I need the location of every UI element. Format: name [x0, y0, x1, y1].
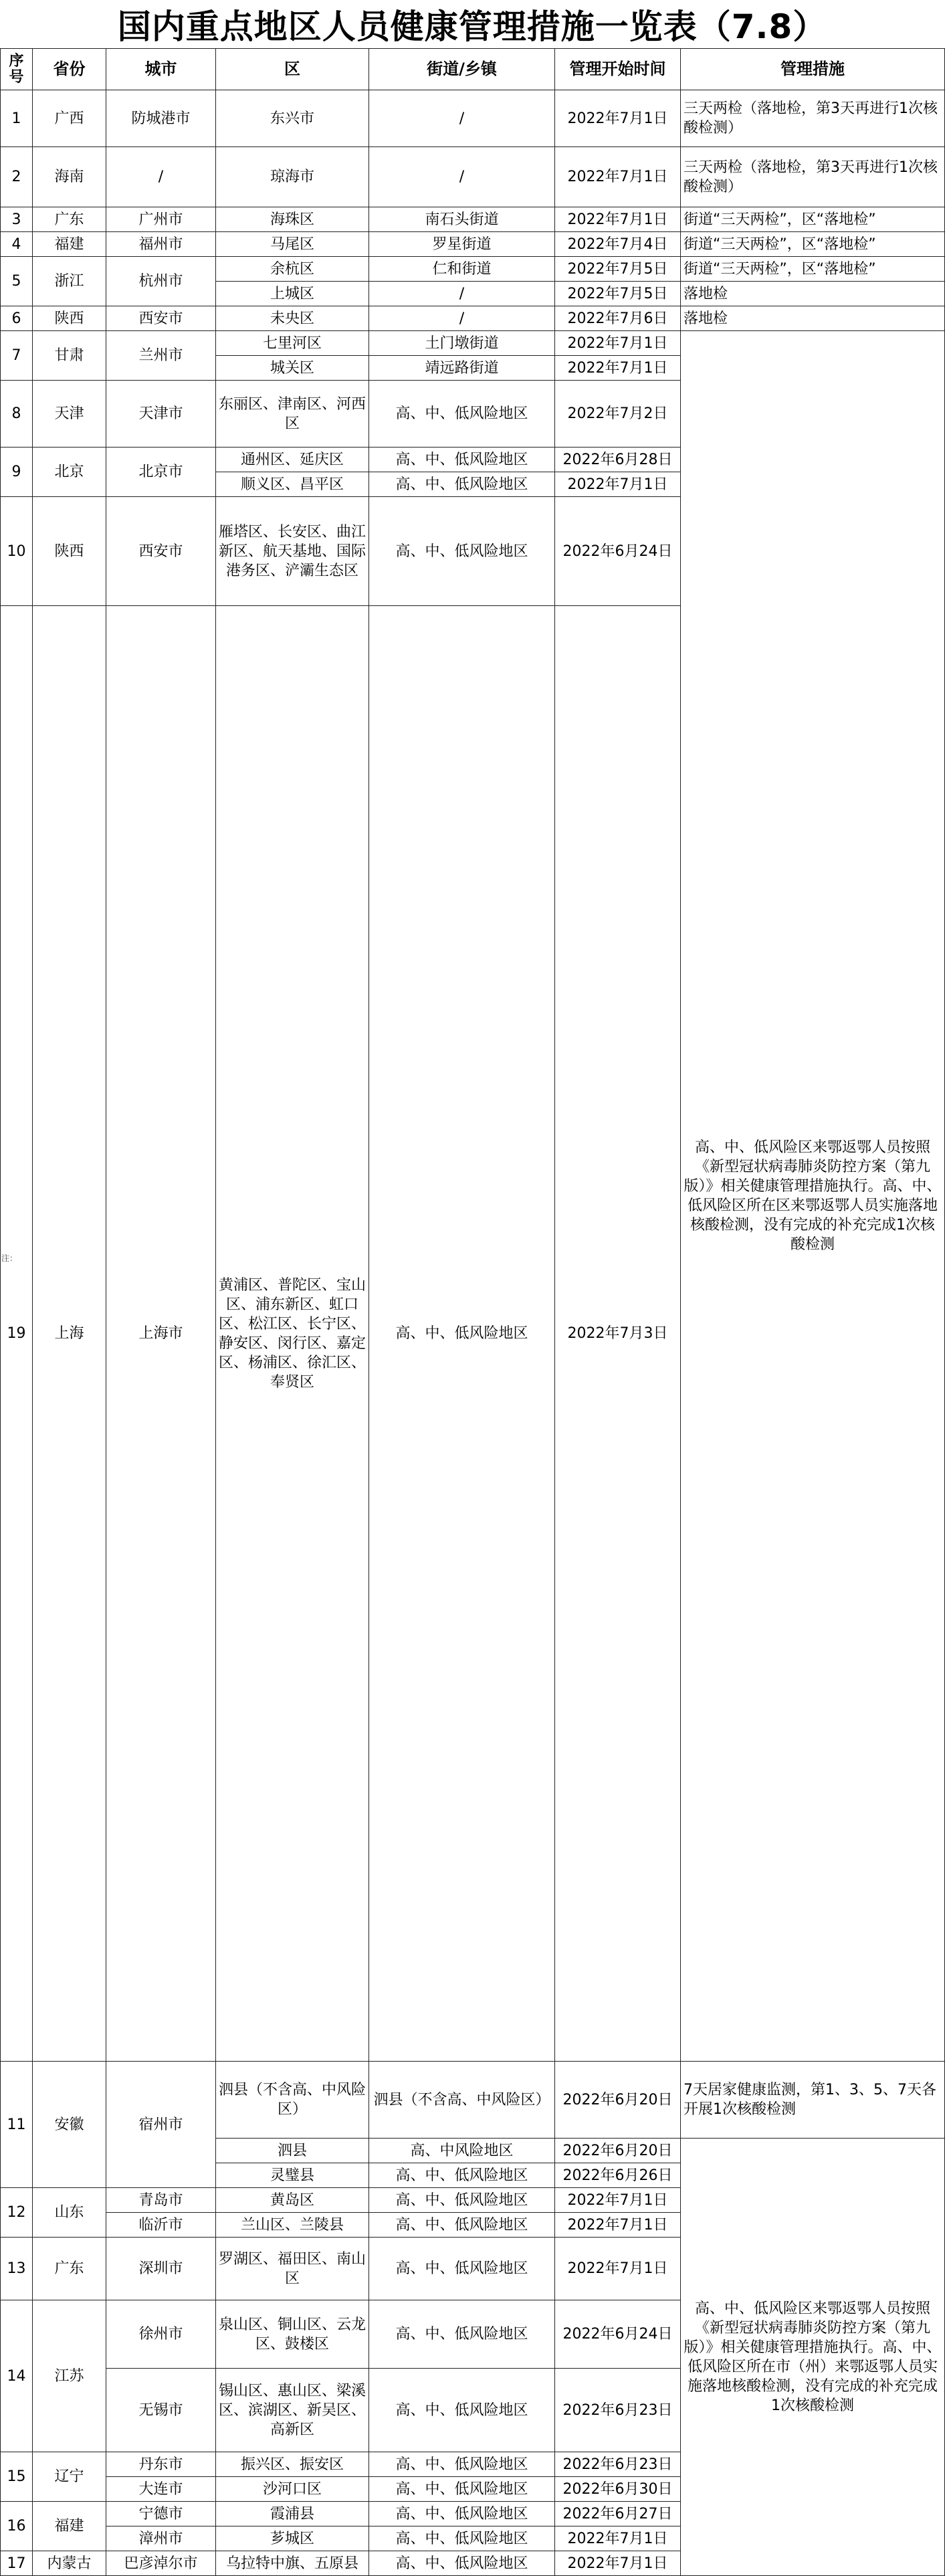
table-cell: 罗湖区、福田区、南山区 — [216, 2238, 369, 2300]
table-cell: 高、中、低风险地区 — [369, 448, 555, 472]
table-cell: 宿州市 — [106, 2062, 216, 2188]
table-cell: 江苏 — [33, 2300, 106, 2452]
table-cell: 黄浦区、普陀区、宝山区、浦东新区、虹口区、松江区、长宁区、静安区、闵行区、嘉定区、杨浦区、徐汇区、奉贤区 — [216, 606, 369, 2062]
table-cell: 灵璧县 — [216, 2163, 369, 2188]
table-cell: 街道“三天两检”，区“落地检” — [681, 232, 945, 257]
table-cell: 高、中、低风险区来鄂返鄂人员按照《新型冠状病毒肺炎防控方案（第九版）》相关健康管理措施执行。高、中、低风险区所在市（州）来鄂返鄂人员实施落地核酸检测，没有完成的补充完成1次核酸检测 — [681, 2139, 945, 2576]
table-cell: 高、中风险地区 — [369, 2139, 555, 2163]
table-cell: 天津 — [33, 381, 106, 448]
table-cell: 高、中、低风险地区 — [369, 2188, 555, 2213]
table-row — [1, 257, 945, 282]
table-cell: 高、中、低风险地区 — [369, 606, 555, 2062]
table-row — [1, 2062, 945, 2139]
table-cell: 2022年7月6日 — [555, 306, 681, 331]
table-cell: 罗星街道 — [369, 232, 555, 257]
table-cell: 上海 — [33, 606, 106, 2062]
header-city: 城市 — [106, 49, 216, 90]
footnote: 注： — [1, 1254, 18, 1263]
table-cell: 七里河区 — [216, 331, 369, 356]
table-cell: 泉山区、铜山区、云龙区、鼓楼区 — [216, 2300, 369, 2369]
table-cell: 2022年6月20日 — [555, 2139, 681, 2163]
table-cell: 高、中、低风险地区 — [369, 2452, 555, 2477]
table-cell: 琼海市 — [216, 147, 369, 207]
table-cell: 街道“三天两检”，区“落地检” — [681, 257, 945, 282]
table-cell: / — [369, 90, 555, 147]
header-index: 序号 — [1, 49, 33, 90]
table-cell: / — [106, 147, 216, 207]
table-cell: 黄岛区 — [216, 2188, 369, 2213]
table-cell: 防城港市 — [106, 90, 216, 147]
table-cell: 安徽 — [33, 2062, 106, 2188]
table-cell: 北京 — [33, 448, 106, 497]
header-street: 街道/乡镇 — [369, 49, 555, 90]
table-cell: 锡山区、惠山区、梁溪区、滨湖区、新吴区、高新区 — [216, 2369, 369, 2452]
health-management-table — [0, 48, 945, 2576]
table-cell: 漳州市 — [106, 2527, 216, 2551]
table-body — [1, 90, 945, 2576]
header-province: 省份 — [33, 49, 106, 90]
header-start-date: 管理开始时间 — [555, 49, 681, 90]
table-cell: 高、中、低风险地区 — [369, 497, 555, 606]
table-cell: 高、中、低风险地区 — [369, 2369, 555, 2452]
table-cell: 辽宁 — [33, 2452, 106, 2502]
table-cell: 福州市 — [106, 232, 216, 257]
table-cell: 2022年6月30日 — [555, 2477, 681, 2502]
table-cell: 陕西 — [33, 306, 106, 331]
table-cell: 2022年7月1日 — [555, 2213, 681, 2238]
table-cell: 海南 — [33, 147, 106, 207]
table-cell: 乌拉特中旗、五原县 — [216, 2551, 369, 2576]
table-cell: 深圳市 — [106, 2238, 216, 2300]
table-cell: 10 — [1, 497, 33, 606]
table-cell: 仁和街道 — [369, 257, 555, 282]
table-cell: 2022年7月1日 — [555, 147, 681, 207]
table-cell: 8 — [1, 381, 33, 448]
table-cell: 5 — [1, 257, 33, 306]
table-cell: 高、中、低风险地区 — [369, 472, 555, 497]
table-cell: 西安市 — [106, 306, 216, 331]
table-cell: 芗城区 — [216, 2527, 369, 2551]
table-cell: 南石头街道 — [369, 207, 555, 232]
table-cell: 泗县（不含高、中风险区） — [216, 2062, 369, 2139]
table-cell: 福建 — [33, 2502, 106, 2551]
table-cell: 12 — [1, 2188, 33, 2238]
header-measures: 管理措施 — [681, 49, 945, 90]
table-cell: 广西 — [33, 90, 106, 147]
table-cell: 宁德市 — [106, 2502, 216, 2527]
table-cell: 福建 — [33, 232, 106, 257]
table-cell: 2022年7月1日 — [555, 207, 681, 232]
table-cell: 2022年7月1日 — [555, 472, 681, 497]
table-cell: 高、中、低风险地区 — [369, 2551, 555, 2576]
table-cell: 东丽区、津南区、河西区 — [216, 381, 369, 448]
table-cell: 2 — [1, 147, 33, 207]
table-row — [1, 90, 945, 147]
table-cell: 2022年6月27日 — [555, 2502, 681, 2527]
table-cell: 广东 — [33, 207, 106, 232]
table-cell: 2022年7月1日 — [555, 2188, 681, 2213]
table-cell: 1 — [1, 90, 33, 147]
table-cell: 3 — [1, 207, 33, 232]
table-cell: 土门墩街道 — [369, 331, 555, 356]
header-district: 区 — [216, 49, 369, 90]
table-cell: 北京市 — [106, 448, 216, 497]
table-cell: 落地检 — [681, 282, 945, 306]
table-cell: 6 — [1, 306, 33, 331]
table-cell: 靖远路街道 — [369, 356, 555, 381]
table-cell: 2022年7月1日 — [555, 356, 681, 381]
table-cell: 9 — [1, 448, 33, 497]
table-cell: 西安市 — [106, 497, 216, 606]
table-cell: 2022年7月2日 — [555, 381, 681, 448]
table-row — [1, 306, 945, 331]
page-title: 国内重点地区人员健康管理措施一览表（7.8） — [117, 7, 827, 46]
table-cell: 16 — [1, 2502, 33, 2551]
table-cell: 三天两检（落地检，第3天再进行1次核酸检测） — [681, 90, 945, 147]
table-cell: 振兴区、振安区 — [216, 2452, 369, 2477]
table-cell: 2022年7月1日 — [555, 2238, 681, 2300]
table-cell: 街道“三天两检”，区“落地检” — [681, 207, 945, 232]
table-cell: 兰山区、兰陵县 — [216, 2213, 369, 2238]
table-cell: 7天居家健康监测，第1、3、5、7天各开展1次核酸检测 — [681, 2062, 945, 2139]
table-cell: 霞浦县 — [216, 2502, 369, 2527]
table-cell: 上城区 — [216, 282, 369, 306]
table-cell: 2022年7月5日 — [555, 282, 681, 306]
table-cell: 2022年6月24日 — [555, 497, 681, 606]
table-cell: 17 — [1, 2551, 33, 2576]
table-cell: 2022年6月23日 — [555, 2369, 681, 2452]
table-cell: 高、中、低风险地区 — [369, 2477, 555, 2502]
table-cell: 2022年7月4日 — [555, 232, 681, 257]
table-cell: 顺义区、昌平区 — [216, 472, 369, 497]
table-cell: 雁塔区、长安区、曲江新区、航天基地、国际港务区、浐灞生态区 — [216, 497, 369, 606]
table-row — [1, 207, 945, 232]
table-row — [1, 331, 945, 356]
table-cell: 马尾区 — [216, 232, 369, 257]
table-cell: 天津市 — [106, 381, 216, 448]
table-cell: 2022年7月1日 — [555, 331, 681, 356]
table-cell: 高、中、低风险地区 — [369, 2163, 555, 2188]
table-cell: 山东 — [33, 2188, 106, 2238]
table-cell: 2022年6月20日 — [555, 2062, 681, 2139]
table-cell: 甘肃 — [33, 331, 106, 381]
table-cell: 东兴市 — [216, 90, 369, 147]
table-cell: 广东 — [33, 2238, 106, 2300]
table-cell: 青岛市 — [106, 2188, 216, 2213]
table-cell: 浙江 — [33, 257, 106, 306]
table-cell: 广州市 — [106, 207, 216, 232]
table-cell: / — [369, 147, 555, 207]
table-cell: 高、中、低风险地区 — [369, 2300, 555, 2369]
table-cell: 2022年7月5日 — [555, 257, 681, 282]
table-cell: 泗县 — [216, 2139, 369, 2163]
table-cell: 高、中、低风险区来鄂返鄂人员按照《新型冠状病毒肺炎防控方案（第九版）》相关健康管理措施执行。高、中、低风险区所在区来鄂返鄂人员实施落地核酸检测，没有完成的补充完成1次核酸检测 — [681, 331, 945, 2062]
table-cell: 三天两检（落地检，第3天再进行1次核酸检测） — [681, 147, 945, 207]
table-cell: 无锡市 — [106, 2369, 216, 2452]
table-cell: 11 — [1, 2062, 33, 2188]
table-cell: 2022年7月3日 — [555, 606, 681, 2062]
table-cell: 15 — [1, 2452, 33, 2502]
table-cell: 余杭区 — [216, 257, 369, 282]
table-cell: 2022年6月24日 — [555, 2300, 681, 2369]
header-row — [1, 49, 945, 90]
table-cell: 大连市 — [106, 2477, 216, 2502]
table-cell: 泗县（不含高、中风险区） — [369, 2062, 555, 2139]
table-cell: 未央区 — [216, 306, 369, 331]
table-row — [1, 147, 945, 207]
table-cell: 落地检 — [681, 306, 945, 331]
table-cell: 7 — [1, 331, 33, 381]
table-cell: 2022年6月23日 — [555, 2452, 681, 2477]
table-row — [1, 232, 945, 257]
table-cell: 高、中、低风险地区 — [369, 2502, 555, 2527]
table-cell: 杭州市 — [106, 257, 216, 306]
table-cell: 丹东市 — [106, 2452, 216, 2477]
table-cell: 高、中、低风险地区 — [369, 2238, 555, 2300]
table-cell: 14 — [1, 2300, 33, 2452]
table-cell: 19 — [1, 606, 33, 2062]
table-cell: 2022年6月26日 — [555, 2163, 681, 2188]
table-cell: 2022年6月28日 — [555, 448, 681, 472]
table-cell: 内蒙古 — [33, 2551, 106, 2576]
table-cell: 13 — [1, 2238, 33, 2300]
table-cell: 海珠区 — [216, 207, 369, 232]
table-cell: / — [369, 282, 555, 306]
table-cell: 沙河口区 — [216, 2477, 369, 2502]
table-cell: 兰州市 — [106, 331, 216, 381]
table-cell: 陕西 — [33, 497, 106, 606]
table-cell: 2022年7月1日 — [555, 90, 681, 147]
table-cell: 巴彦淖尔市 — [106, 2551, 216, 2576]
table-cell: 2022年7月1日 — [555, 2527, 681, 2551]
table-cell: 通州区、延庆区 — [216, 448, 369, 472]
table-cell: 高、中、低风险地区 — [369, 2213, 555, 2238]
table-cell: 2022年7月1日 — [555, 2551, 681, 2576]
table-cell: 高、中、低风险地区 — [369, 381, 555, 448]
table-cell: 徐州市 — [106, 2300, 216, 2369]
table-cell: 临沂市 — [106, 2213, 216, 2238]
table-cell: / — [369, 306, 555, 331]
table-cell: 城关区 — [216, 356, 369, 381]
table-cell: 4 — [1, 232, 33, 257]
table-cell: 上海市 — [106, 606, 216, 2062]
table-cell: 高、中、低风险地区 — [369, 2527, 555, 2551]
